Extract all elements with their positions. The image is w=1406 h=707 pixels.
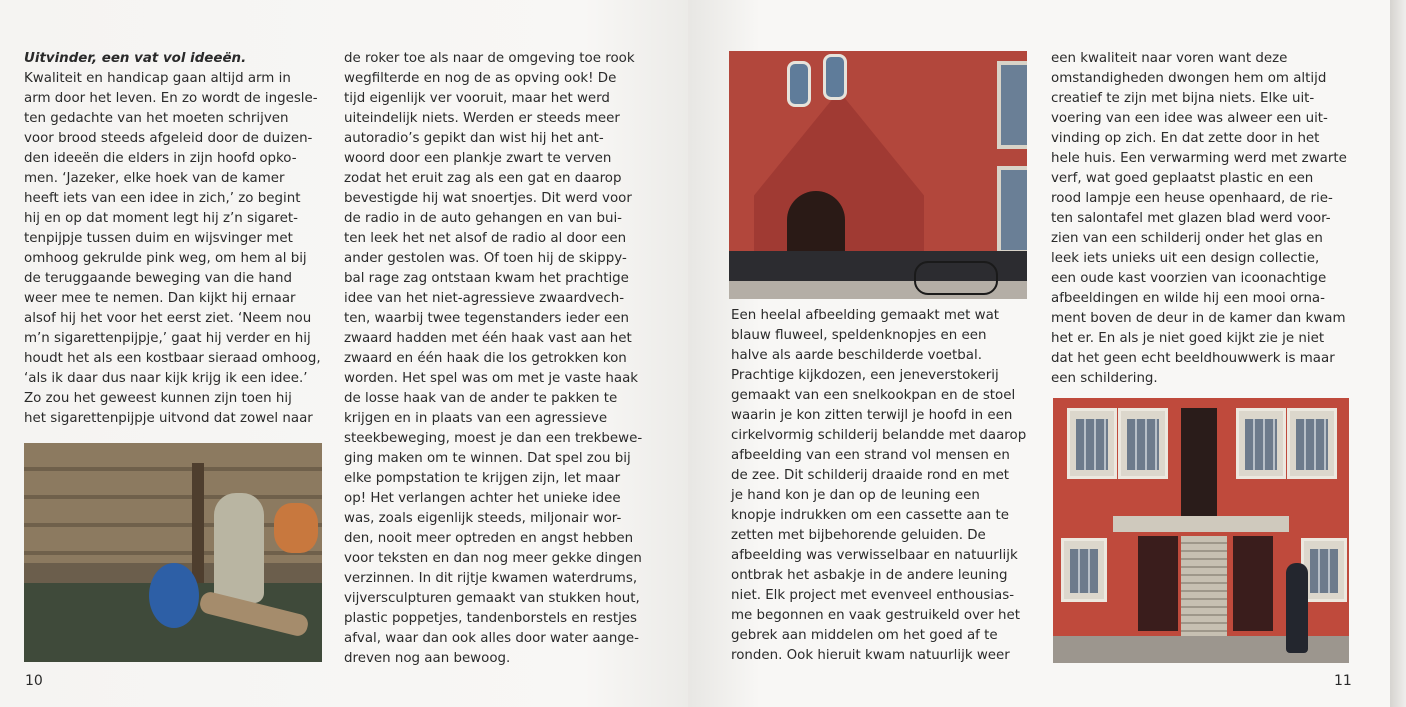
text-line: afval, waar dan ook alles door water aange- [344,631,639,646]
text-line: ronden. Ook hieruit kwam natuurlijk weer [731,648,1010,663]
text-line: vinding op zich. En dat zette door in het [1051,131,1320,146]
text-line: blauw fluweel, speldenknopjes en een [731,328,987,343]
text-column-1 [24,49,321,429]
text-line: gemaakt van een snelkookpan en de stoel [731,388,1016,403]
text-line: wegfilterde en nog de as opving ook! De [344,71,617,86]
text-line: de teruggaande beweging van die hand [24,271,293,286]
text-line: verzinnen. In dit rijtje kwamen waterdrums, [344,571,638,586]
text-line: rood lampje een heuse openhaard, de rie- [1051,191,1333,206]
text-line: zwaard en één haak die los getrokken kon [344,351,627,366]
text-line: bevestigde hij wat snoertjes. Dit werd voor [344,191,632,206]
text-line: verf, wat goed geplaatst plastic en een [1051,171,1314,186]
text-line: de radio in de auto gehangen en van bui- [344,211,623,226]
text-line: was, zoals eigenlijk steeds, miljonair wor- [344,511,622,526]
text-column-2 [344,49,642,669]
text-line: ander gestolen was. Of toen hij de skippy- [344,251,627,266]
text-line: steekbeweging, moest je dan een trekbewe- [344,431,643,446]
text-line: ten gedachte van het moeten schrijven [24,111,289,126]
text-line: creatief te zijn met bijna niets. Elke uit- [1051,91,1315,106]
text-line: ten leek het net alsof de radio al door een [344,231,627,246]
text-line: worden. Het spel was om met je vaste haak [344,371,639,386]
text-line: hij en op dat moment legt hij z’n sigaret- [24,211,298,226]
text-line: je hand kon je dan op de leuning een [731,488,980,503]
text-line: tijd eigenlijk ver vooruit, maar het werd [344,91,610,106]
text-line: Zo zou het geweest kunnen zijn toen hij [24,391,292,406]
text-line: zetten met bijbehorende geluiden. De [731,528,986,543]
text-column-3 [731,306,1026,666]
text-line: op! Het verlangen achter het unieke idee [344,491,621,506]
text-line: m’n sigarettenpijpje,’ gaat hij verder en hij [24,331,311,346]
text-line: alsof hij het voor het eerst ziet. ‘Neem nou [24,311,312,326]
text-line: Kwaliteit en handicap gaan altijd arm in [24,71,291,86]
text-line: de roker toe als naar de omgeving toe rook [344,51,635,66]
book-edge [1390,0,1406,707]
text-line: tenpijpje tussen duim en wijsvinger met [24,231,293,246]
text-line: zien van een schilderij onder het glas en [1051,231,1323,246]
text-line: Een heelal afbeelding gemaakt met wat [731,308,1000,323]
text-line: elke pompstation te krijgen zijn, let maar [344,471,621,486]
text-line: krijgen en in plaats van een agressieve [344,411,608,426]
text-line: leek iets unieks uit een design collectie, [1051,251,1320,266]
text-line: de losse haak van de ander te pakken te [344,391,618,406]
text-line: den ideeën die elders in zijn hoofd opko- [24,151,297,166]
text-line: zwaard hadden met één haak vast aan het [344,331,632,346]
text-line: plastic poppetjes, tandenborstels en restjes [344,611,637,626]
text-line: omstandigheden dwongen hem om altijd [1051,71,1327,86]
text-line: het sigarettenpijpje uitvond dat zowel naar [24,411,313,426]
text-line: afbeelding van een strand vol mensen en [731,448,1010,463]
left-page [0,0,688,707]
text-line: idee van het niet-agressieve zwaardvech- [344,291,625,306]
text-line: Prachtige kijkdozen, een jeneverstokerij [731,368,999,383]
text-line: waarin je kon zitten terwijl je hoofd in een [731,408,1013,423]
text-line: ontbrak het asbakje in de andere leuning [731,568,1008,583]
text-line: vijversculpturen gemaakt van stukken hout, [344,591,640,606]
text-line: cirkelvormig schilderij belandde met daarop [731,428,1027,443]
text-line: halve als aarde beschilderde voetbal. [731,348,982,363]
text-line: zodat het eruit zag als een gat en daarop [344,171,622,186]
page-number-right: 11 [1334,673,1352,689]
text-line: ten salontafel met glazen blad werd voor- [1051,211,1331,226]
text-line: weer mee te nemen. Dan kijkt hij ernaar [24,291,296,306]
text-line: me begonnen en vaak gestruikeld over het [731,608,1021,623]
brick-facade-photo [1053,398,1349,663]
text-line: hele huis. Een verwarming werd met zwarte [1051,151,1347,166]
text-line: arm door het leven. En zo wordt de ingesle- [24,91,318,106]
text-line: afbeeldingen en wilde hij een mooi orna- [1051,291,1325,306]
text-line: afbeelding was verwisselbaar en natuurlijk [731,548,1018,563]
text-line: gebrek aan middelen om het goed af te [731,628,998,643]
text-line: een kwaliteit naar voren want deze [1051,51,1288,66]
page-number-left: 10 [25,673,43,689]
text-line: voering van een idee was alweer een uit- [1051,111,1328,126]
text-line: dreven nog aan bewoog. [344,651,511,666]
text-line: een oude kast voorzien van icoonachtige [1051,271,1327,286]
text-line: de zee. Dit schilderij draaide rond en met [731,468,1010,483]
text-line: bal rage zag ontstaan kwam het prachtige [344,271,629,286]
text-line: heeft iets van een idee in zich,’ zo begint [24,191,301,206]
text-line: dat het geen echt beeldhouwwerk is maar [1051,351,1335,366]
text-line: voor brood steeds afgeleid door de duizen- [24,131,313,146]
text-line: men. ‘Jazeker, elke hoek van de kamer [24,171,285,186]
text-line: autoradio’s gepikt dan wist hij het ant- [344,131,604,146]
text-line: knopje indrukken om een cassette aan te [731,508,1009,523]
text-line: niet. Elk project met evenveel enthousias- [731,588,1015,603]
text-line: ten, waarbij twee tegenstanders ieder een [344,311,630,326]
text-line: voor teksten en dan nog meer gekke dingen [344,551,642,566]
text-line: ging maken om te winnen. Dat spel zou bij [344,451,631,466]
text-line: ment boven de deur in de kamer dan kwam [1051,311,1346,326]
text-line: woord door een plankje zwart te verven [344,151,612,166]
text-line: ‘als ik daar dus naar kijk krijg ik een idee.’ [24,371,308,386]
garden-sculptures-photo [24,443,322,662]
section-heading: Uitvinder, een vat vol ideeën. [24,51,247,66]
text-line: een schildering. [1051,371,1158,386]
text-column-4 [1051,49,1347,389]
text-line: het er. En als je niet goed kijkt zie je niet [1051,331,1325,346]
text-line: den, nooit meer optreden en angst hebben [344,531,634,546]
text-line: omhoog gekrulde pink weg, om hem al bij [24,251,307,266]
text-line: houdt het als een kostbaar sieraad omhoog, [24,351,321,366]
brick-doorway-photo [729,51,1027,299]
text-line: uiteindelijk niets. Werden er steeds meer [344,111,620,126]
